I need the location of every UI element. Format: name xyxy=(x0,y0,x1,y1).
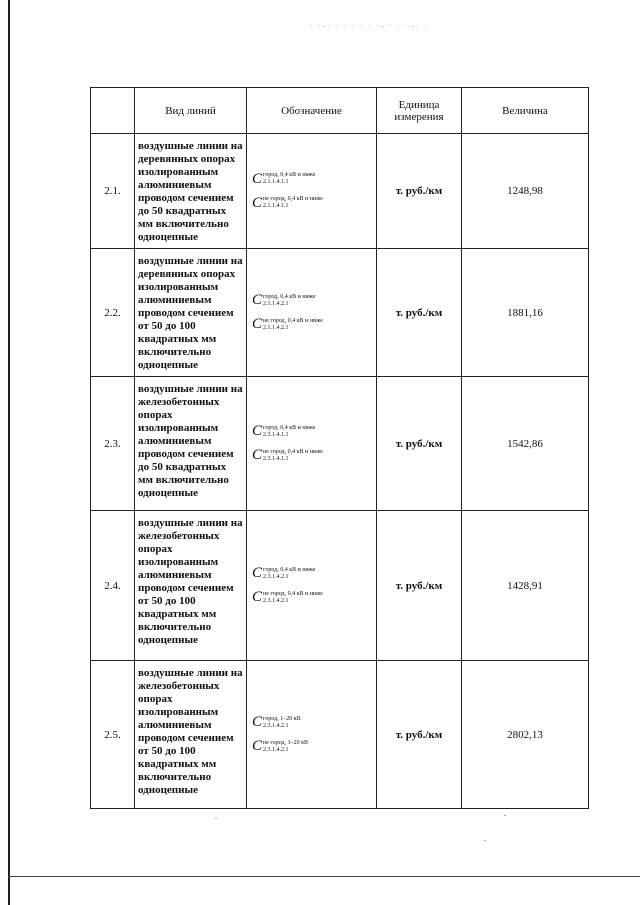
designation-cell xyxy=(247,249,377,377)
formula-superscript: не город, 0,4 кВ и ниже xyxy=(263,196,323,202)
table-row xyxy=(91,661,589,809)
header-value: Величина xyxy=(462,88,589,134)
designation-formula xyxy=(252,590,375,605)
row-number: 2.5. xyxy=(91,661,135,809)
table-row xyxy=(91,134,589,249)
formula-base: C xyxy=(252,170,263,187)
formula-superscript: не город, 0,4 кВ и ниже xyxy=(263,448,323,455)
formula-subscript: 2.3.1.4.2.1 xyxy=(263,597,289,604)
table-row xyxy=(91,249,589,377)
formula-base: C xyxy=(252,589,263,605)
scan-speck xyxy=(215,818,217,819)
scan-speck xyxy=(484,840,486,841)
header-line-type: Вид линий xyxy=(135,88,247,134)
designation-formula xyxy=(252,448,375,463)
value-cell: 1248,98 xyxy=(462,134,589,249)
designation-formula xyxy=(252,196,375,211)
formula-subscript: 2.1.1.4.1.1 xyxy=(263,179,289,185)
value-cell: 1881,16 xyxy=(462,249,589,377)
row-number: 2.1. xyxy=(91,134,135,249)
formula-superscript: город, 0,4 кВ и ниже xyxy=(263,566,316,573)
scan-left-border xyxy=(8,0,10,905)
formula-base: C xyxy=(252,292,263,308)
formula-subscript: 2.3.1.4.1.1 xyxy=(263,431,289,438)
scan-bottom-border xyxy=(8,876,640,877)
formula-superscript: не город, 0,4 кВ и ниже xyxy=(263,317,323,324)
formula-subscript: 2.3.1.4.2.1 xyxy=(263,746,289,753)
formula-superscript: город, 1–20 кВ xyxy=(263,715,301,722)
formula-superscript: город, 0,4 кВ и ниже xyxy=(263,293,316,300)
row-number: 2.3. xyxy=(91,377,135,511)
unit-cell: т. руб./км xyxy=(377,377,462,511)
scan-header-noise: · ·–· · · · · · ·–·· · ·–· · xyxy=(310,22,429,30)
header-unit: Единица измерения xyxy=(377,88,462,134)
designation-cell xyxy=(247,661,377,809)
formula-subscript: 2.1.1.4.1.1 xyxy=(263,203,289,209)
formula-base: C xyxy=(252,423,263,439)
formula-superscript: не город, 1–20 кВ xyxy=(263,739,308,746)
formula-base: C xyxy=(252,316,263,332)
formula-superscript: город, 0,4 кВ и ниже xyxy=(263,172,316,178)
value-cell: 1428,91 xyxy=(462,511,589,661)
table-header-row xyxy=(91,88,589,134)
value-cell: 1542,86 xyxy=(462,377,589,511)
line-type-description: воздушные линии на деревянных опорах изолированным алюминиевым проводом сечением до 50 квадратных мм включительно одноцепные xyxy=(135,134,247,249)
tariff-table xyxy=(90,87,589,809)
formula-subscript: 2.3.1.4.2.1 xyxy=(263,722,289,729)
formula-subscript: 2.3.1.4.1.1 xyxy=(263,455,289,462)
table-row xyxy=(91,511,589,661)
row-number: 2.2. xyxy=(91,249,135,377)
designation-cell xyxy=(247,377,377,511)
unit-cell: т. руб./км xyxy=(377,511,462,661)
designation-formula xyxy=(252,424,375,439)
formula-base: C xyxy=(252,714,263,730)
header-designation: Обозначение xyxy=(247,88,377,134)
formula-base: C xyxy=(252,738,263,754)
line-type-description: воздушные линии на железобетонных опорах изолированным алюминиевым проводом сечением до 50 квадратных мм включительно одноцепные xyxy=(135,377,247,511)
designation-formula xyxy=(252,566,375,581)
table-row xyxy=(91,377,589,511)
unit-cell: т. руб./км xyxy=(377,661,462,809)
designation-formula xyxy=(252,293,375,308)
line-type-description: воздушные линии на деревянных опорах изолированным алюминиевым проводом сечением от 50 до 100 квадратных мм включительно одноцепные xyxy=(135,249,247,377)
formula-subscript: 2.1.1.4.2.1 xyxy=(263,324,289,331)
designation-formula xyxy=(252,715,375,730)
unit-cell: т. руб./км xyxy=(377,249,462,377)
designation-formula xyxy=(252,172,375,187)
designation-cell xyxy=(247,511,377,661)
line-type-description: воздушные линии на железобетонных опорах изолированным алюминиевым проводом сечением от 50 до 100 квадратных мм включительно одноцепные xyxy=(135,511,247,661)
designation-formula xyxy=(252,317,375,332)
formula-base: C xyxy=(252,194,263,211)
formula-subscript: 2.3.1.4.2.1 xyxy=(263,573,289,580)
formula-subscript: 2.1.1.4.2.1 xyxy=(263,300,289,307)
designation-cell xyxy=(247,134,377,249)
unit-cell: т. руб./км xyxy=(377,134,462,249)
scan-speck xyxy=(504,815,506,816)
designation-formula xyxy=(252,739,375,754)
row-number: 2.4. xyxy=(91,511,135,661)
line-type-description: воздушные линии на железобетонных опорах изолированным алюминиевым проводом сечением от 50 до 100 квадратных мм включительно одноцепные xyxy=(135,661,247,809)
value-cell: 2802,13 xyxy=(462,661,589,809)
formula-base: C xyxy=(252,447,263,463)
formula-base: C xyxy=(252,565,263,581)
formula-superscript: не город, 0,4 кВ и ниже xyxy=(263,590,323,597)
formula-superscript: город, 0,4 кВ и ниже xyxy=(263,424,316,431)
header-num xyxy=(91,88,135,134)
